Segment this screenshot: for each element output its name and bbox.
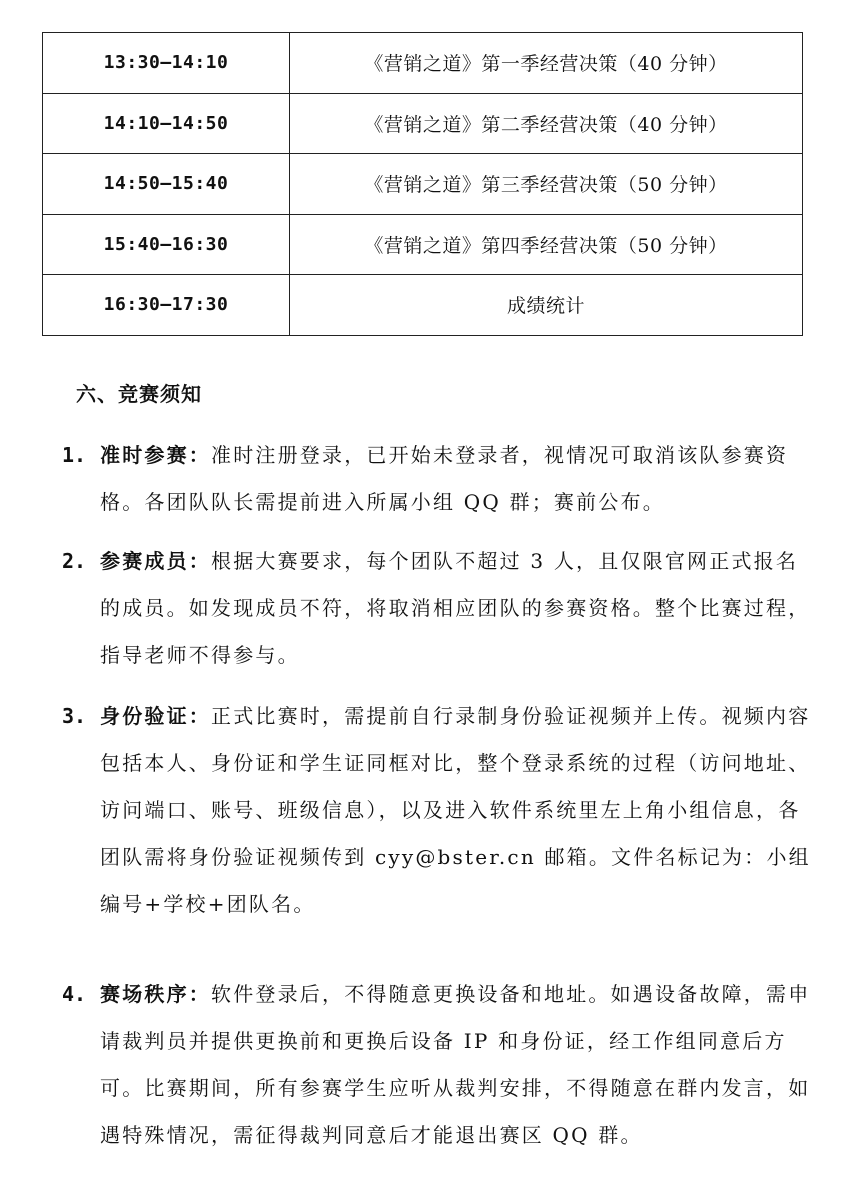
time-cell: 14:10—14:50 xyxy=(43,93,290,154)
rule-text: 正式比赛时，需提前自行录制身份验证视频并上传。视频内容包括本人、身份证和学生证同框对比，整个登录系统的过程（访问地址、访问端口、账号、班级信息），以及进入软件系统里左上角小组信息，各团队需将身份验证视频传到 cyy@bster.cn 邮箱。文件名标记为：小组编号+学校+团队名。 xyxy=(100,704,811,916)
rule-body xyxy=(100,538,820,679)
rule-heading: 身份验证： xyxy=(100,704,211,728)
rule-item-identity xyxy=(62,693,820,928)
rule-text: 软件登录后，不得随意更换设备和地址。如遇设备故障，需申请裁判员并提供更换前和更换后设备 IP 和身份证，经工作组同意后方可。比赛期间，所有参赛学生应听从裁判安排，不得随意在群内发言，如遇特殊情况，需征得裁判同意后才能退出赛区 QQ 群。 xyxy=(100,982,811,1147)
table-row xyxy=(43,33,803,94)
table-row xyxy=(43,275,803,336)
rule-number: 1. xyxy=(62,443,87,467)
rule-number: 4. xyxy=(62,982,87,1006)
rule-text: 根据大赛要求，每个团队不超过 3 人，且仅限官网正式报名的成员。如发现成员不符，将取消相应团队的参赛资格。整个比赛过程，指导老师不得参与。 xyxy=(100,549,811,667)
activity-cell: 成绩统计 xyxy=(290,275,803,336)
rule-heading: 参赛成员： xyxy=(100,549,211,573)
table-row xyxy=(43,154,803,215)
section-heading: 六、竞赛须知 xyxy=(76,382,202,406)
rule-body xyxy=(100,432,820,526)
rule-heading: 赛场秩序： xyxy=(100,982,211,1006)
activity-cell: 《营销之道》第一季经营决策（40 分钟） xyxy=(290,33,803,94)
rule-heading: 准时参赛： xyxy=(100,443,211,467)
rule-body xyxy=(100,693,820,928)
rule-body xyxy=(100,971,820,1159)
time-cell: 14:50—15:40 xyxy=(43,154,290,215)
table-row xyxy=(43,93,803,154)
time-cell: 15:40—16:30 xyxy=(43,214,290,275)
activity-cell: 《营销之道》第三季经营决策（50 分钟） xyxy=(290,154,803,215)
rule-item-members xyxy=(62,538,820,679)
table-row xyxy=(43,214,803,275)
activity-cell: 《营销之道》第二季经营决策（40 分钟） xyxy=(290,93,803,154)
activity-cell: 《营销之道》第四季经营决策（50 分钟） xyxy=(290,214,803,275)
schedule-table xyxy=(42,32,803,336)
rule-item-order xyxy=(62,971,820,1159)
rule-text: 准时注册登录，已开始未登录者，视情况可取消该队参赛资格。各团队队长需提前进入所属小组 QQ 群；赛前公布。 xyxy=(100,443,789,514)
rule-item-punctuality xyxy=(62,432,820,526)
rule-number: 3. xyxy=(62,704,87,728)
time-cell: 13:30—14:10 xyxy=(43,33,290,94)
time-cell: 16:30—17:30 xyxy=(43,275,290,336)
rule-number: 2. xyxy=(62,549,87,573)
